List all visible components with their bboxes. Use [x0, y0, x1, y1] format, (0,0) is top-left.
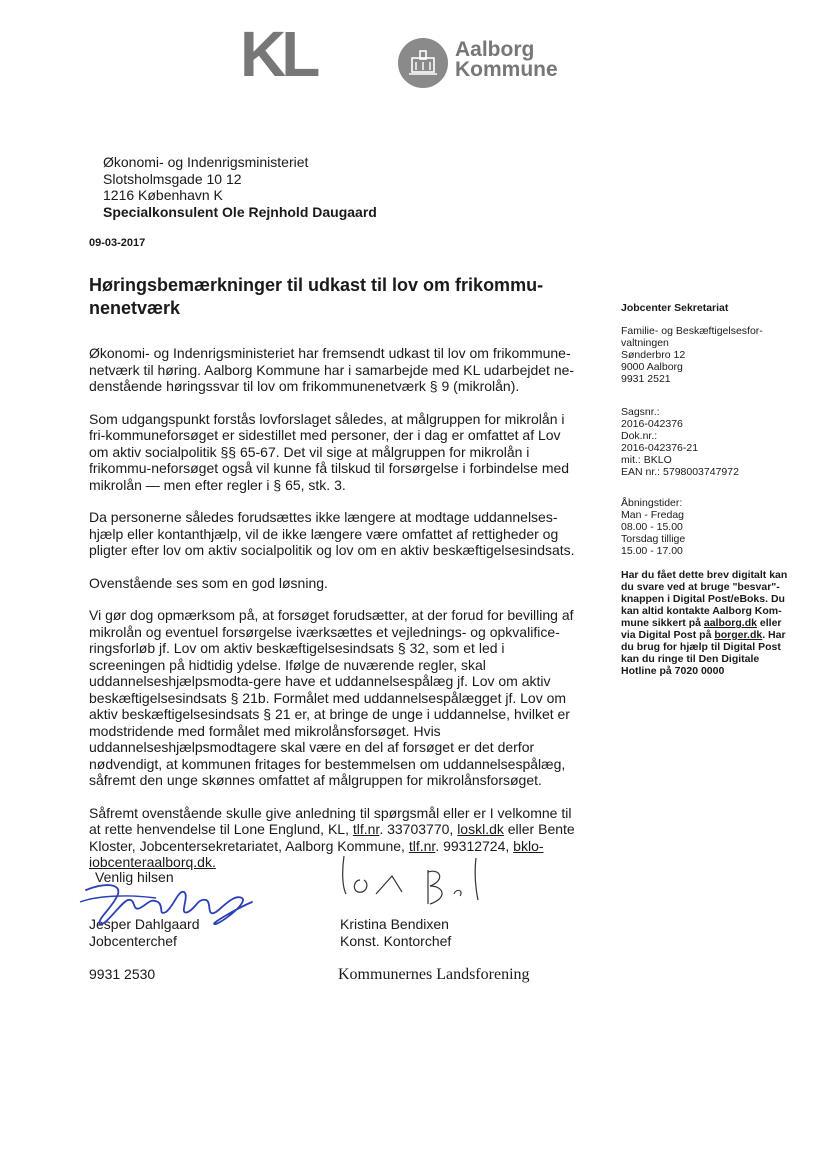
sidebar-case-2: 2016-042376	[621, 418, 683, 430]
closing-greeting: Venlig hilsen	[95, 869, 174, 885]
sidebar-case-6: EAN nr.: 5798003747972	[621, 466, 739, 478]
left-signatory-phone: 9931 2530	[89, 966, 156, 982]
sidebar-note-5	[621, 617, 811, 629]
sidebar-case-info	[621, 406, 811, 478]
sidebar-note-9: Hotline på 7020 0000	[621, 665, 725, 677]
left-signatory-role: Jobcenterchef	[89, 932, 177, 949]
sidebar-note-8: kan du ringe til Den Digitale	[621, 653, 760, 665]
aalborg-logo-line1: Aalborg	[455, 38, 535, 61]
sidebar-note-5a: mune sikkert på	[621, 617, 704, 629]
right-handwritten-signature	[336, 850, 506, 921]
right-signatory-name: Kristina Bendixen	[340, 916, 449, 932]
contact-email-link-1[interactable]: loskl.dk	[457, 821, 504, 837]
sidebar-note-6	[621, 629, 811, 641]
recipient-attention: Specialkonsulent Ole Rejnhold Daugaard	[103, 203, 377, 220]
sidebar-hours-3: 08.00 - 15.00	[621, 521, 683, 533]
sidebar-case-3: Dok.nr.:	[621, 430, 658, 442]
sidebar-hours-2: Man - Fredag	[621, 509, 685, 521]
contact-text-a: Såfremt ovenstående skulle give anledning til spørgsmål eller er I velkomne til at rette henvendelse til Lone Englund, KL,	[89, 804, 572, 837]
aalborg-dk-link[interactable]: aalborg.dk	[703, 617, 757, 629]
aalborg-seal-icon	[398, 38, 448, 88]
sidebar-addr-4: 9000 Aalborg	[621, 361, 683, 373]
right-signatory	[340, 916, 451, 949]
sidebar-case-1: Sagsnr.:	[621, 406, 660, 418]
body-paragraph-4: Ovenstående ses som en god løsning.	[89, 574, 328, 591]
contact-email-link-2[interactable]: bklo-iobcenteraalborq.dk.	[89, 837, 544, 870]
body-paragraph-1: Økonomi- og Indenrigsministeriet har fremsendt udkast til lov om frikommune-netværk til høring. Aalborg Kommune har i samarbejde med KL udarbejdet ne-denstående høringssvar til lov om frikommunenetværk § 9 (mikrolån).	[89, 345, 575, 394]
borger-dk-link[interactable]: borger.dk	[714, 629, 763, 641]
sidebar-hours-1: Åbningstider:	[621, 497, 683, 509]
right-signatory-organisation: Kommunernes Landsforening	[338, 966, 530, 983]
sidebar-hours-5: 15.00 - 17.00	[621, 545, 683, 557]
body-paragraph-3: Da personerne således forudsættes ikke længere at modtage uddannelses-hjælp eller kontanthjælp, vil de ikke længere være omfattet af rettigheder og pligter efter lov om aktiv socialpolitik og lov om en aktiv beskæftigelsesindsats.	[89, 509, 575, 558]
sidebar-addr-3: Sønderbro 12	[621, 349, 686, 361]
body-paragraph-5: Vi gør dog opmærksom på, at forsøget forudsætter, at der forud for bevilling af mikrolån og eventuel forsørgelse iværksættes et vejlednings- og opkvalifice-ringsforløb jf. Lov om aktiv beskæftigelsesindsats § 32, som et led i screeningen på hidtidig ydelse. Ifølge de nuværende regler, skal uddannelseshjælpsmodta-gere have et uddannelsespålæg jf. Lov om aktiv beskæftigelsesindsats § 21b. Formålet med uddannelsespålægget jf. Lov om aktiv beskæftigelsesindsats § 21 er, at bringe de unge i uddannelse, hvilket er modstridende med formålet med mikrolånsforsøget. Hvis uddannelseshjælpsmodtagere skal være en del af forsøget er det derfor nødvendigt, at kommunen fritages for bestemmelsen om uddannelsespålæg, såfremt den unge skønnes omfattet af målgruppen for mikrolånsforsøget.	[89, 607, 574, 788]
sidebar-note-6a: via Digital Post på	[621, 629, 715, 641]
letter-date: 09-03-2017	[89, 237, 146, 249]
sidebar-heading: Jobcenter Sekretariat	[621, 302, 729, 314]
recipient-address	[103, 154, 377, 220]
sidebar-addr-2: valtningen	[621, 337, 669, 349]
sidebar-note-7: du brug for hjælp til Digital Post	[621, 641, 781, 653]
sidebar-note-1: Har du fået dette brev digitalt kan	[621, 569, 788, 581]
sidebar-note-6b: . Har	[762, 629, 786, 641]
sidebar-note-3: knappen i Digital Post/eBoks. Du	[621, 593, 785, 605]
sidebar-case-4: 2016-042376-21	[621, 442, 699, 454]
contact-text-d: . 99312724,	[435, 837, 514, 854]
letter-body	[89, 345, 579, 887]
sidebar-hours-4: Torsdag tillige	[621, 533, 686, 545]
contact-phone-link-1[interactable]: tlf.nr	[352, 821, 380, 837]
sidebar-digital-note	[621, 569, 811, 677]
sidebar-addr-1: Familie- og Beskæftigelsesfor-	[621, 325, 763, 337]
recipient-line3: 1216 København K	[103, 187, 223, 203]
recipient-line2: Slotsholmsgade 10 12	[103, 170, 242, 187]
sidebar-case-5: mit.: BKLO	[621, 454, 672, 466]
aalborg-kommune-logo-text	[455, 40, 558, 80]
contact-text-c: eller Bente Kloster, Jobcentersekretariatet, Aalborg Kommune,	[89, 821, 575, 854]
aalborg-logo-line2: Kommune	[455, 58, 558, 81]
sidebar-note-4: kan altid kontakte Aalborg Kom-	[621, 605, 782, 617]
sidebar-address	[621, 325, 811, 385]
kl-logo: KL	[240, 18, 316, 90]
letter-title: Høringsbemærkninger til udkast til lov om frikommu-nenetværk	[89, 275, 544, 318]
sidebar-addr-5: 9931 2521	[621, 373, 671, 385]
sidebar-note-5b: eller	[756, 617, 782, 629]
sidebar-opening-hours	[621, 497, 811, 557]
body-paragraph-2: Som udgangspunkt forstås lovforslaget således, at målgruppen for mikrolån i fri-kommuneforsøget er sidestillet med personer, der i dag er omfattet af Lov om aktiv socialpolitik §§ 65-67. Det vil sige at målgruppen for mikrolån i frikommu-neforsøget også vil kunne få tilskud til forsørgelse i forbindelse med mikrolån — men efter regler i § 65, stk. 3.	[89, 410, 570, 493]
right-signatory-role: Konst. Kontorchef	[340, 932, 452, 949]
left-signatory-name: Jesper Dahlgaard	[89, 916, 200, 932]
recipient-line1: Økonomi- og Indenrigsministeriet	[103, 154, 309, 170]
contact-phone-link-2[interactable]: tlf.nr	[408, 837, 436, 854]
sidebar-note-2: du svare ved at bruge "besvar"-	[621, 581, 780, 593]
contact-text-b: . 33703770,	[379, 821, 458, 837]
left-handwritten-signature	[66, 872, 256, 937]
